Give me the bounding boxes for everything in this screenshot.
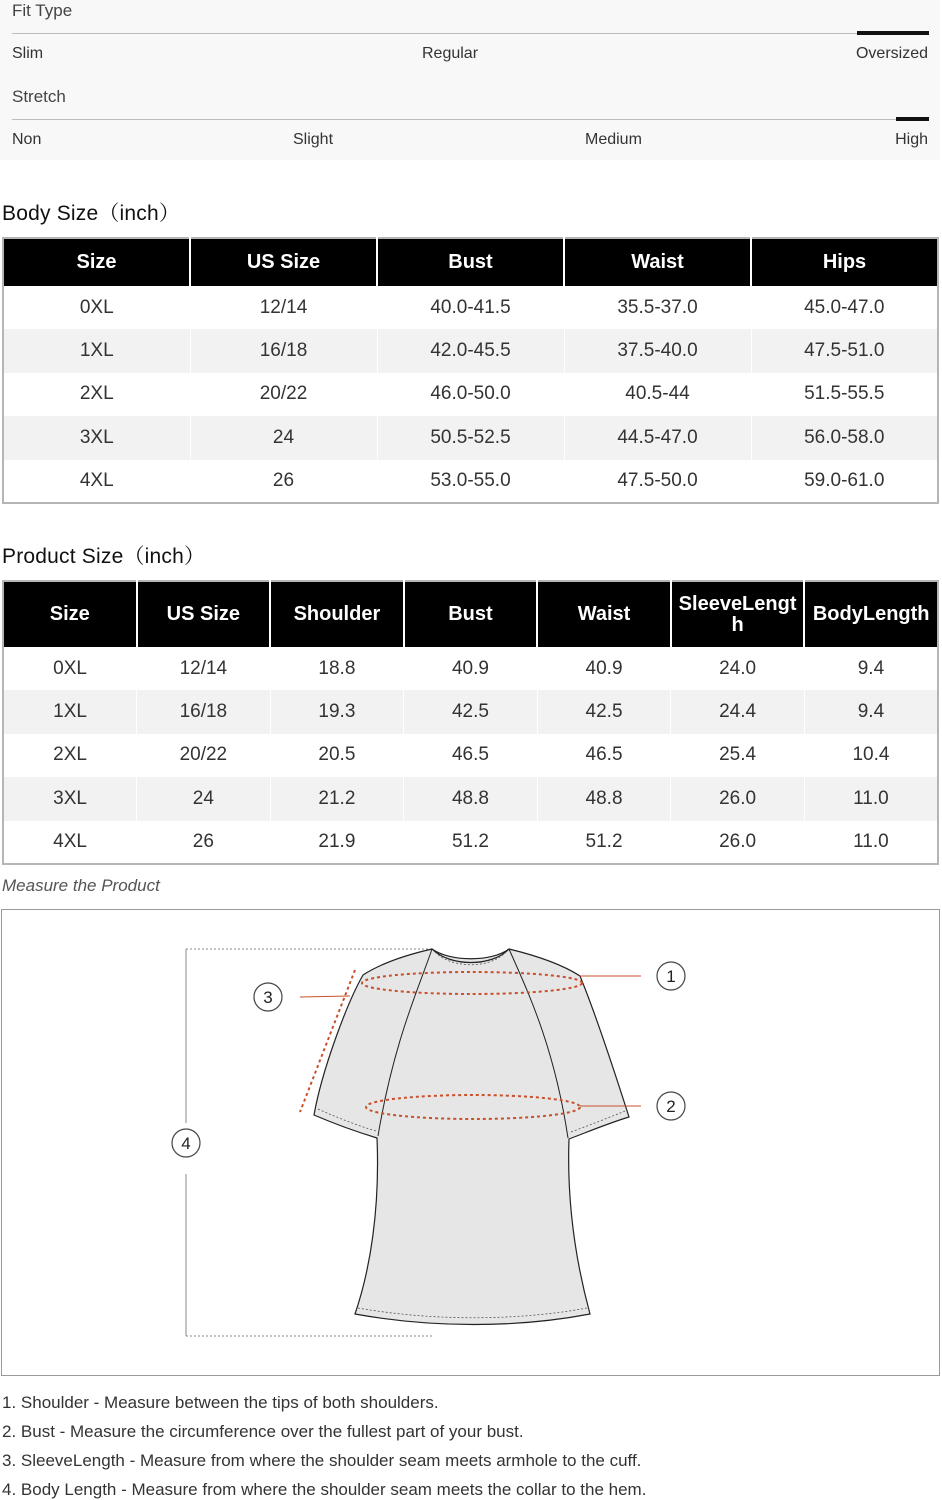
body-size-heading: Body Size（inch） [2,202,181,225]
table-cell: 56.0-58.0 [751,416,938,459]
body-size-table [2,237,939,504]
table-cell: 40.5-44 [564,373,751,416]
leader-line-3 [300,996,350,997]
marker-4-label: 4 [181,1134,191,1153]
table-cell: 51.2 [537,821,671,864]
table-row [3,373,938,416]
table-cell: 9.4 [804,647,938,690]
table-cell: 59.0-61.0 [751,460,938,503]
table-cell: 12/14 [137,647,271,690]
column-header: Size [3,238,190,286]
table-cell: 45.0-47.0 [751,286,938,329]
table-cell: 42.5 [404,690,538,733]
table-cell: 21.2 [270,777,404,820]
marker-3-label: 3 [263,988,273,1007]
table-cell: 26.0 [671,821,805,864]
table-header-row [3,238,938,286]
stretch-option-medium: Medium [585,131,642,148]
table-cell: 19.3 [270,690,404,733]
product-size-heading: Product Size（inch） [2,545,206,568]
column-header: Shoulder [270,581,404,647]
table-row [3,329,938,372]
table-cell: 0XL [3,286,190,329]
fit-type-title: Fit Type [12,1,73,20]
column-header: Size [3,581,137,647]
table-row [3,690,938,733]
fit-scales-panel [0,0,940,160]
table-cell: 40.9 [537,647,671,690]
column-header: SleeveLength [671,581,805,647]
table-cell: 20.5 [270,734,404,777]
table-cell: 16/18 [137,690,271,733]
table-cell: 2XL [3,373,190,416]
table-cell: 11.0 [804,777,938,820]
table-cell: 20/22 [137,734,271,777]
measure-caption: Measure the Product [2,876,160,895]
column-header: US Size [137,581,271,647]
column-header: Waist [537,581,671,647]
note-body-length: 4. Body Length - Measure from where the shoulder seam meets the collar to the hem. [2,1480,647,1499]
table-cell: 20/22 [190,373,377,416]
table-cell: 24.4 [671,690,805,733]
column-header: Waist [564,238,751,286]
table-cell: 26 [137,821,271,864]
table-cell: 3XL [3,777,137,820]
table-cell: 51.5-55.5 [751,373,938,416]
table-cell: 42.0-45.5 [377,329,564,372]
table-row [3,647,938,690]
table-cell: 46.5 [404,734,538,777]
table-cell: 11.0 [804,821,938,864]
product-size-table [2,580,939,865]
table-cell: 2XL [3,734,137,777]
table-cell: 1XL [3,329,190,372]
fit-type-option-oversized: Oversized [855,45,928,62]
marker-1 [657,962,685,990]
fit-type-selected-marker [857,31,929,35]
table-row [3,286,938,329]
table-cell: 4XL [3,460,190,503]
marker-2 [657,1092,685,1120]
table-cell: 47.5-50.0 [564,460,751,503]
measurement-notes [2,1388,940,1500]
stretch-option-high: High [895,131,928,148]
table-cell: 47.5-51.0 [751,329,938,372]
table-cell: 37.5-40.0 [564,329,751,372]
table-header-row [3,581,938,647]
table-cell: 44.5-47.0 [564,416,751,459]
table-cell: 48.8 [404,777,538,820]
table-cell: 24 [190,416,377,459]
table-cell: 50.5-52.5 [377,416,564,459]
stretch-option-slight: Slight [293,131,334,148]
table-cell: 26 [190,460,377,503]
table-cell: 35.5-37.0 [564,286,751,329]
table-row [3,460,938,503]
column-header: US Size [190,238,377,286]
table-cell: 42.5 [537,690,671,733]
table-cell: 4XL [3,821,137,864]
table-cell: 48.8 [537,777,671,820]
table-cell: 18.8 [270,647,404,690]
column-header: Bust [404,581,538,647]
stretch-selected-marker [896,117,929,121]
stretch-scale-line [12,119,929,120]
table-row [3,777,938,820]
table-row [3,416,938,459]
table-cell: 10.4 [804,734,938,777]
table-cell: 0XL [3,647,137,690]
tshirt-shape [314,949,629,1325]
marker-2-label: 2 [666,1097,676,1116]
table-cell: 25.4 [671,734,805,777]
marker-4 [172,1129,200,1157]
table-cell: 9.4 [804,690,938,733]
table-cell: 16/18 [190,329,377,372]
table-cell: 46.5 [537,734,671,777]
table-cell: 26.0 [671,777,805,820]
note-shoulder: 1. Shoulder - Measure between the tips of both shoulders. [2,1393,439,1412]
table-cell: 53.0-55.0 [377,460,564,503]
table-cell: 40.0-41.5 [377,286,564,329]
stretch-title: Stretch [12,87,66,106]
fit-type-option-slim: Slim [12,45,44,62]
table-cell: 1XL [3,690,137,733]
table-cell: 46.0-50.0 [377,373,564,416]
note-sleeve-length: 3. SleeveLength - Measure from where the shoulder seam meets armhole to the cuff. [2,1451,642,1470]
table-cell: 51.2 [404,821,538,864]
stretch-option-non: Non [12,131,42,148]
table-cell: 24.0 [671,647,805,690]
table-cell: 24 [137,777,271,820]
measurement-diagram [1,909,940,1376]
table-cell: 21.9 [270,821,404,864]
table-cell: 3XL [3,416,190,459]
table-row [3,821,938,864]
table-cell: 40.9 [404,647,538,690]
fit-type-scale-line [12,33,929,34]
column-header: Bust [377,238,564,286]
table-row [3,734,938,777]
fit-type-option-regular: Regular [422,45,479,62]
tshirt-measurement-figure [2,910,940,1375]
marker-1-label: 1 [666,967,676,986]
note-bust: 2. Bust - Measure the circumference over the fullest part of your bust. [2,1422,524,1441]
table-cell: 12/14 [190,286,377,329]
marker-3 [254,983,282,1011]
column-header: Hips [751,238,938,286]
column-header: BodyLength [804,581,938,647]
